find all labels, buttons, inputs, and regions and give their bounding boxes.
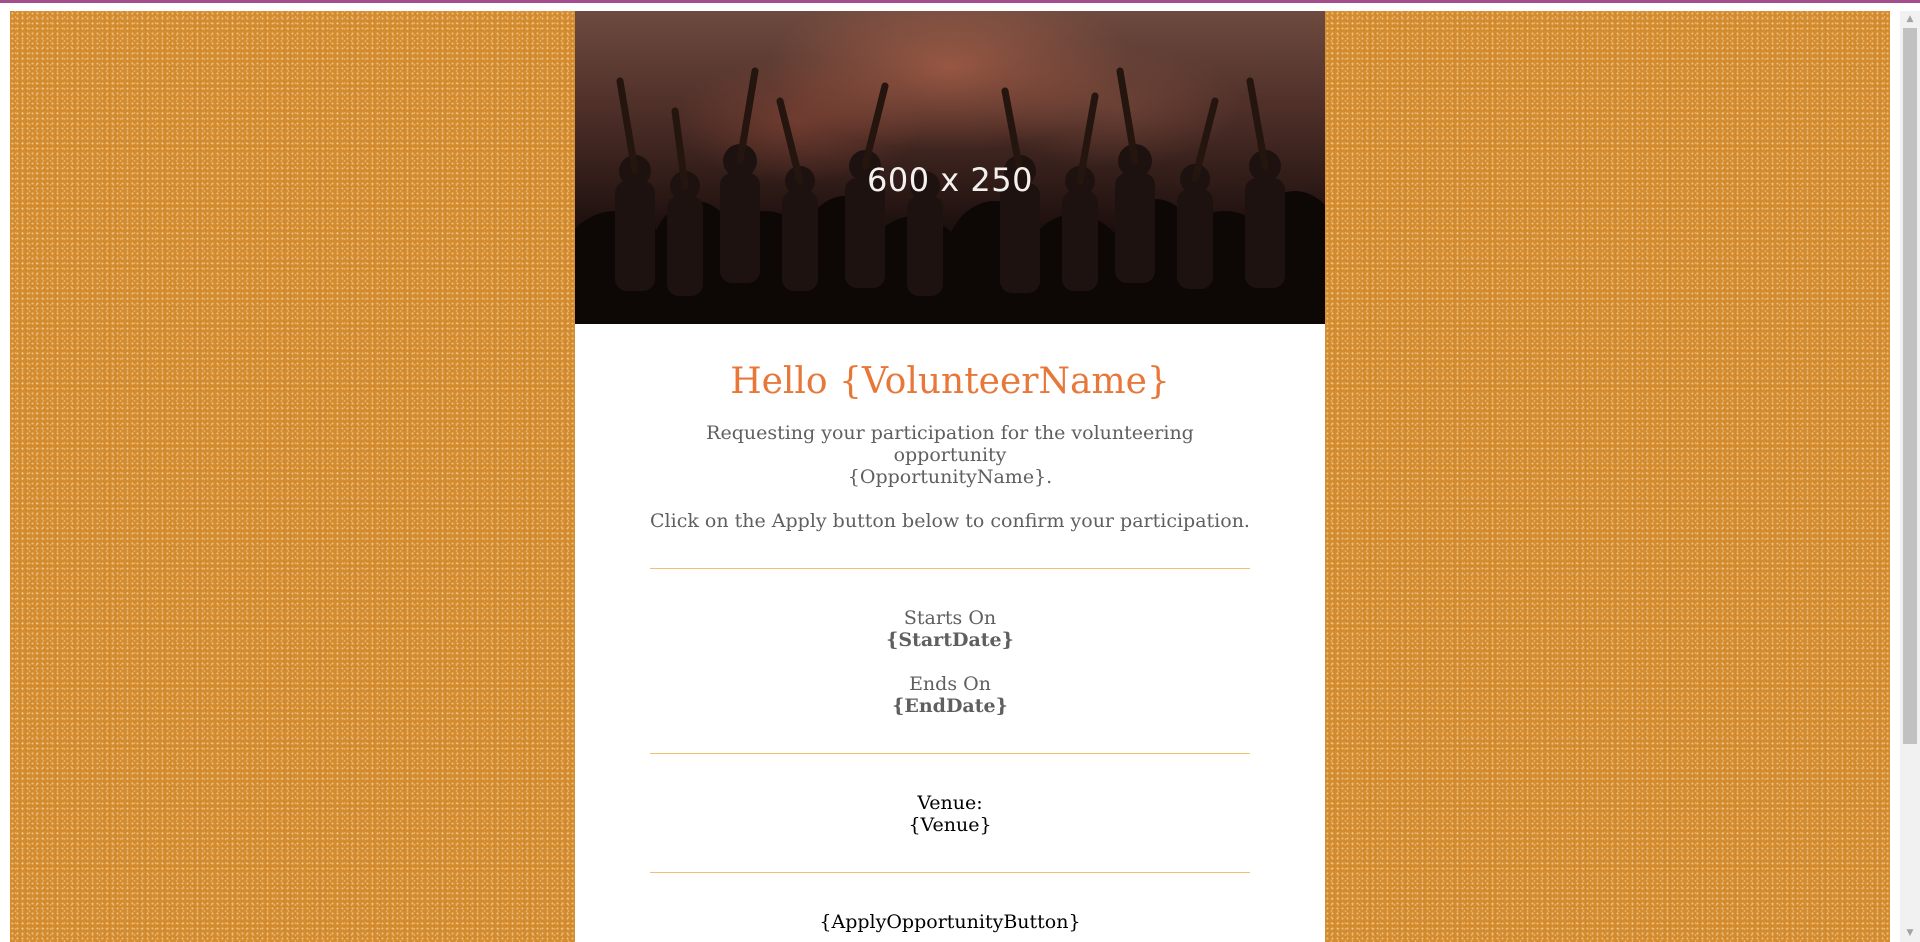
venue-value: {Venue} <box>908 814 992 836</box>
venue-label: Venue: <box>917 792 983 814</box>
email-template <box>575 11 1325 942</box>
apply-opportunity-button[interactable]: {ApplyOpportunityButton} <box>819 911 1081 933</box>
scrollbar-thumb[interactable] <box>1903 28 1917 744</box>
intro-line-1: Requesting your participation for the volunteering opportunity <box>706 422 1194 466</box>
hero-image-placeholder <box>575 11 1325 324</box>
page-background <box>10 11 1890 942</box>
instruction-text: Click on the Apply button below to confirm your participation. <box>650 510 1250 532</box>
venue-section <box>575 754 1325 836</box>
intro-text <box>650 422 1250 488</box>
start-date-value: {StartDate} <box>886 629 1014 651</box>
end-date-value: {EndDate} <box>892 695 1008 717</box>
image-size-label: 600 x 250 <box>867 161 1033 199</box>
scroll-down-arrow-icon[interactable]: ▼ <box>1906 928 1914 938</box>
greeting-heading: Hello {VolunteerName} <box>730 361 1170 402</box>
vertical-scrollbar[interactable] <box>1900 11 1920 942</box>
intro-line-2: {OpportunityName}. <box>847 466 1053 488</box>
email-body <box>575 324 1325 933</box>
starts-on-label: Starts On <box>903 607 997 629</box>
scroll-up-arrow-icon[interactable]: ▲ <box>1906 14 1914 24</box>
ends-on-label: Ends On <box>909 673 991 695</box>
browser-top-accent <box>0 0 1920 3</box>
dates-section <box>575 569 1325 717</box>
